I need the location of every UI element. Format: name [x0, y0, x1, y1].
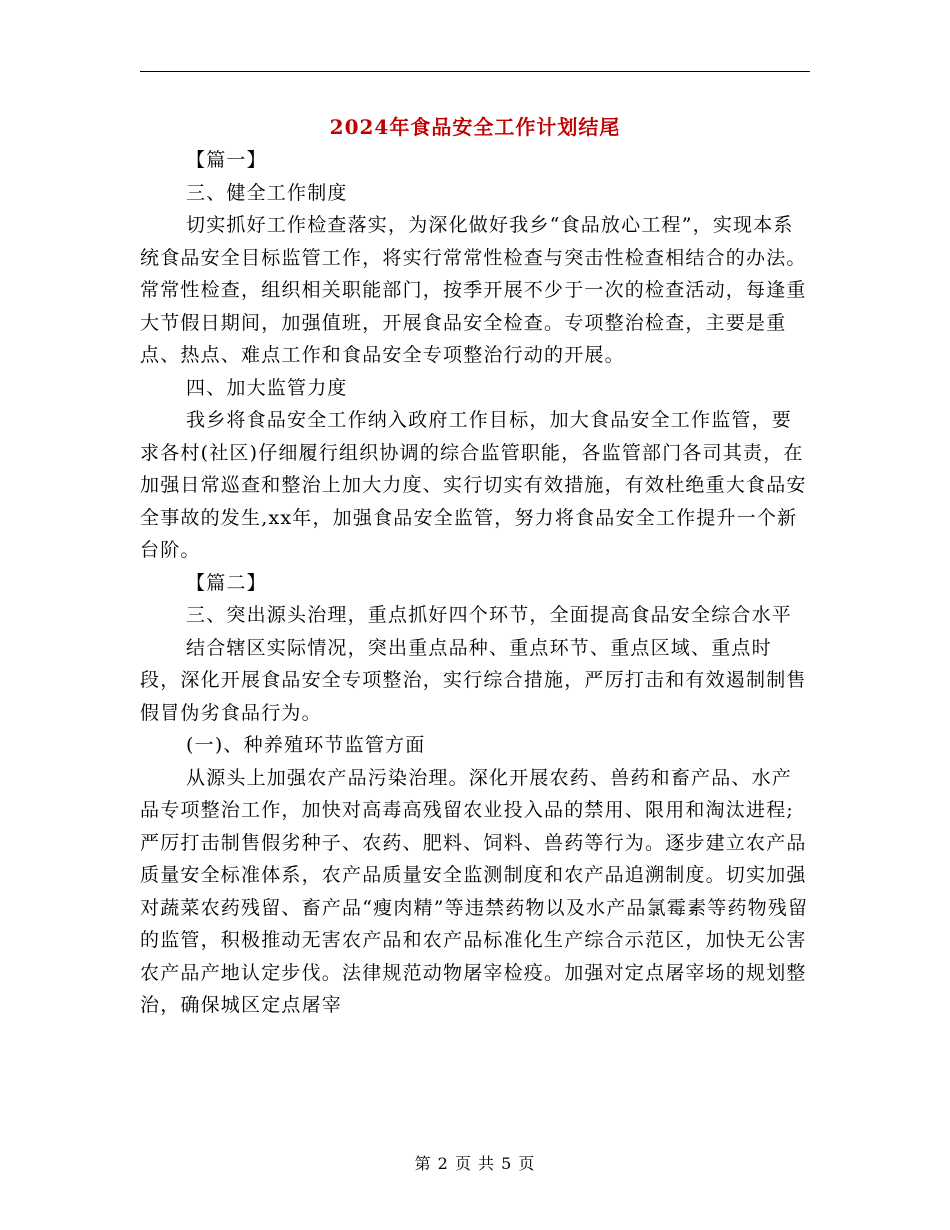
document-title: 2024年食品安全工作计划结尾: [329, 115, 621, 139]
paragraph-inspection: 切实抓好工作检查落实，为深化做好我乡“食品放心工程”，实现本系统食品安全目标监管工作，将实行常常性检查与突击性检查相结合的办法。常常性检查，组织相关职能部门，按季开展不少于一次的检查活动，每逢重大节假日期间，加强值班，开展食品安全检查。专项整治检查，主要是重点、热点、难点工作和食品安全专项整治行动的开展。: [140, 214, 807, 366]
paragraph-source-control: 结合辖区实际情况，突出重点品种、重点环节、重点区域、重点时段，深化开展食品安全专项整治，实行综合措施，严厉打击和有效遏制制售假冒伪劣食品行为。: [140, 636, 807, 724]
paragraph-planting-breeding: 从源头上加强农产品污染治理。深化开展农药、兽药和畜产品、水产品专项整治工作，加快对高毒高残留农业投入品的禁用、限用和淘汰进程;严厉打击制售假劣种子、农药、肥料、饲料、兽药等行为。逐步建立农产品质量安全标准体系，农产品质量安全监测制度和农产品追溯制度。切实加强对蔬菜农药残留、畜产品“瘦肉精”等违禁药物以及水产品氯霉素等药物残留的监管，积极推动无害农产品和农产品标准化生产综合示范区，加快无公害农产品产地认定步伐。法律规范动物屠宰检疫。加强对定点屠宰场的规划整治，确保城区定点屠宰: [140, 766, 809, 1016]
heading-improve-system: 三、健全工作制度: [186, 181, 348, 204]
document-body: [140, 144, 810, 1022]
section-label-2: 【篇二】: [186, 571, 267, 594]
page-number: 第 2 页 共 5 页: [414, 1154, 536, 1173]
section-label-1: 【篇一】: [186, 149, 267, 171]
heading-planting-breeding: (一)、种养殖环节监管方面: [186, 734, 426, 756]
header-rule: [140, 71, 810, 72]
paragraph-supervision: 我乡将食品安全工作纳入政府工作目标，加大食品安全工作监管，要求各村(社区)仔细履行组织协调的综合监管职能，各监管部门各司其责，在加强日常巡查和整治上加大力度、实行切实有效措施，有效杜绝重大食品安全事故的发生,xx年，加强食品安全监管，努力将食品安全工作提升一个新台阶。: [140, 409, 807, 561]
heading-source-control: 三、突出源头治理，重点抓好四个环节，全面提高食品安全综合水平: [186, 604, 793, 626]
heading-strengthen-supervision: 四、加大监管力度: [186, 376, 348, 399]
